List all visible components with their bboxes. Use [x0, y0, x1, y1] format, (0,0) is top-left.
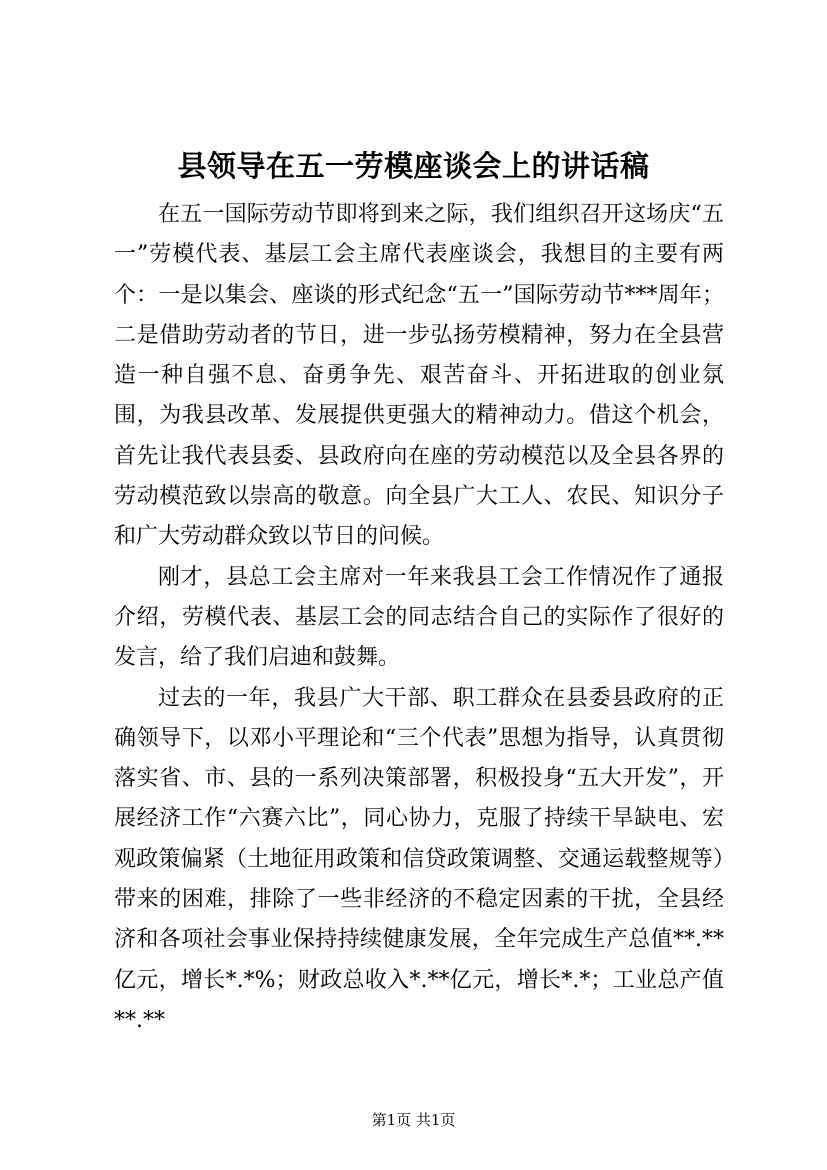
body-paragraph: 刚才，县总工会主席对一年来我县工会工作情况作了通报介绍，劳模代表、基层工会的同志结合自己的实际作了很好的发言，给了我们启迪和鼓舞。 [114, 564, 724, 671]
document-body [114, 195, 724, 1041]
body-paragraph: 过去的一年，我县广大干部、职工群众在县委县政府的正确领导下，以邓小平理论和“三个代表”思想为指导，认真贯彻落实省、市、县的一系列决策部署，积极投身“五大开发”，开展经济工作“六赛六比”，同心协力，克服了持续干旱缺电、宏观政策偏紧（土地征用政策和信贷政策调整、交通运载整规等）带来的困难，排除了一些非经济的不稳定因素的干扰，全县经济和各项社会事业保持持续健康发展，全年完成生产总值**.**亿元，增长*.*%；财政总收入*.**亿元，增长*.*；工业总产值**.** [114, 685, 724, 1033]
page-number-footer: 第1页 共1页 [371, 1111, 456, 1129]
body-paragraph: 在五一国际劳动节即将到来之际，我们组织召开这场庆“五一”劳模代表、基层工会主席代表座谈会，我想目的主要有两个：一是以集会、座谈的形式纪念“五一”国际劳动节***周年；二是借助劳动者的节日，进一步弘扬劳模精神，努力在全县营造一种自强不息、奋勇争先、艰苦奋斗、开拓进取的创业氛围，为我县改革、发展提供更强大的精神动力。借这个机会，首先让我代表县委、县政府向在座的劳动模范以及全县各界的劳动模范致以崇高的敬意。向全县广大工人、农民、知识分子和广大劳动群众致以节日的问候。 [114, 202, 724, 550]
document-title: 县领导在五一劳模座谈会上的讲话稿 [177, 149, 650, 183]
